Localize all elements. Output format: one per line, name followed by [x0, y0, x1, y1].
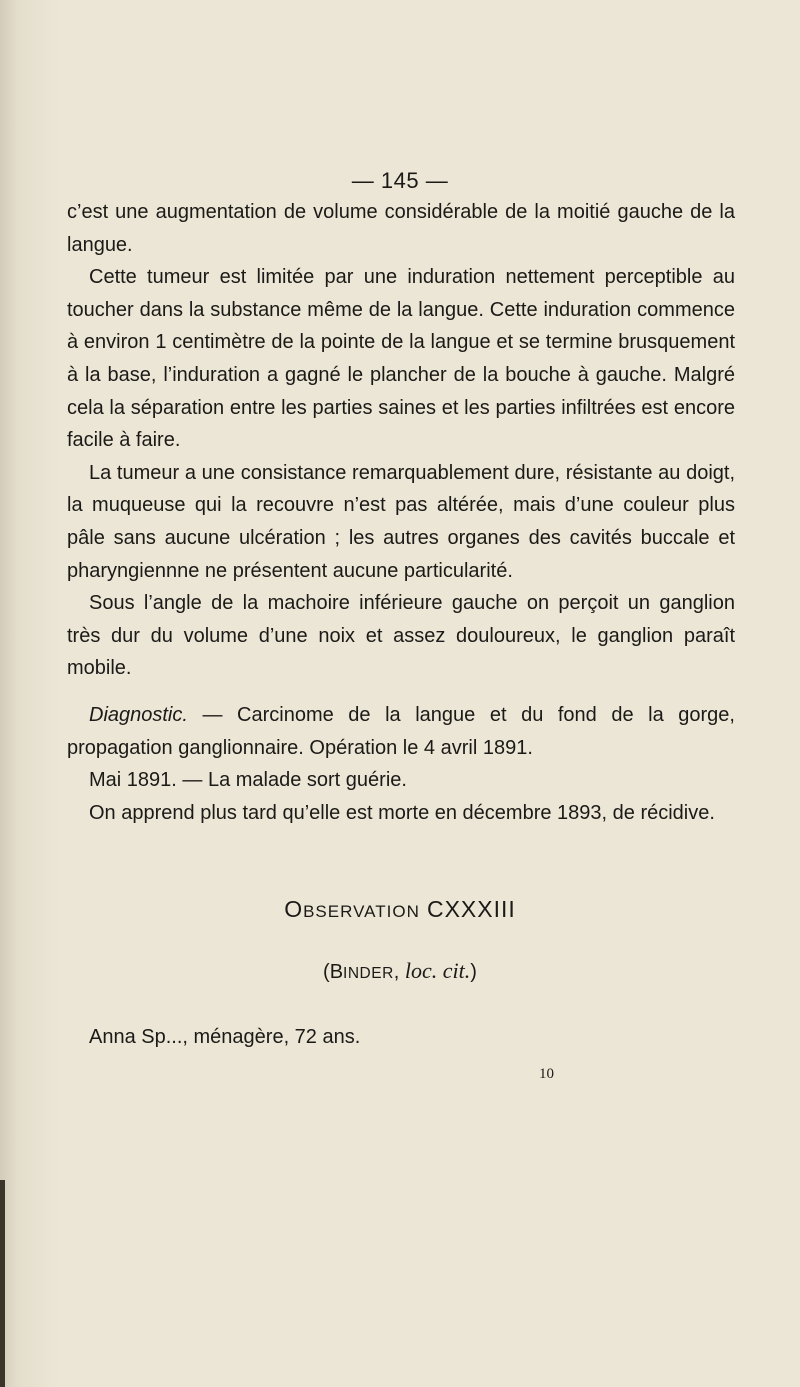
- paragraph-3: La tumeur a une consistance remarquablement dure, résistante au doigt, la muqueuse qui la recouvre n’est pas altérée, mais d’une couleur plus pâle sans aucune ulcération ; les autres organes des cavités buccale et pharyngiennne ne présentent aucune particularité.: [67, 461, 735, 582]
- paragraph-4: Sous l’angle de la machoire inférieure gauche on perçoit un ganglion très dur du volume d’une noix et assez douloureux, le ganglion paraît mobile.: [67, 592, 735, 680]
- diagnostic-text: — Carcinome de la langue et du fond de la gorge, propagation ganglionnaire. Opération le 4 avril 1891.: [67, 703, 735, 759]
- reference-close: ): [470, 961, 477, 983]
- diagnostic-label: Diagnostic.: [89, 703, 188, 726]
- reference-citation: loc. cit.: [404, 958, 471, 983]
- paragraph-1: c’est une augmentation de volume considérable de la moitié gauche de la langue.: [67, 201, 735, 256]
- paragraph-diagnostic: [67, 699, 735, 764]
- reference-author-rest: INDER: [343, 965, 394, 982]
- observation-title: [0, 896, 800, 923]
- page-number: — 145 —: [351, 168, 449, 193]
- paragraph-2: Cette tumeur est limitée par une induration nettement perceptible au toucher dans la substance même de la langue. Cette induration commence à environ 1 centimètre de la pointe de la langue et se termine brusquement à la base, l’induration a gagné le plancher de la bouche à gauche. Malgré cela la séparation entre les parties saines et les parties infiltrées est encore facile à faire.: [67, 266, 735, 452]
- body-text: [67, 196, 735, 829]
- observation-number: CXXXIII: [426, 896, 516, 922]
- patient-line: Anna Sp..., ménagère, 72 ans.: [89, 1026, 361, 1048]
- observation-title-initial: O: [284, 896, 304, 922]
- binding-edge: [0, 1180, 5, 1387]
- sheet-signature: 10: [539, 1066, 554, 1082]
- paragraph-6: Mai 1891. — La malade sort guérie.: [89, 769, 407, 792]
- observation-reference: [0, 958, 800, 984]
- reference-open: (: [323, 961, 330, 983]
- paragraph-7: On apprend plus tard qu’elle est morte en décembre 1893, de récidive.: [89, 801, 715, 824]
- observation-title-rest: BSERVATION: [303, 902, 420, 921]
- reference-author-initial: B: [329, 961, 344, 983]
- reference-separator: ,: [393, 961, 405, 983]
